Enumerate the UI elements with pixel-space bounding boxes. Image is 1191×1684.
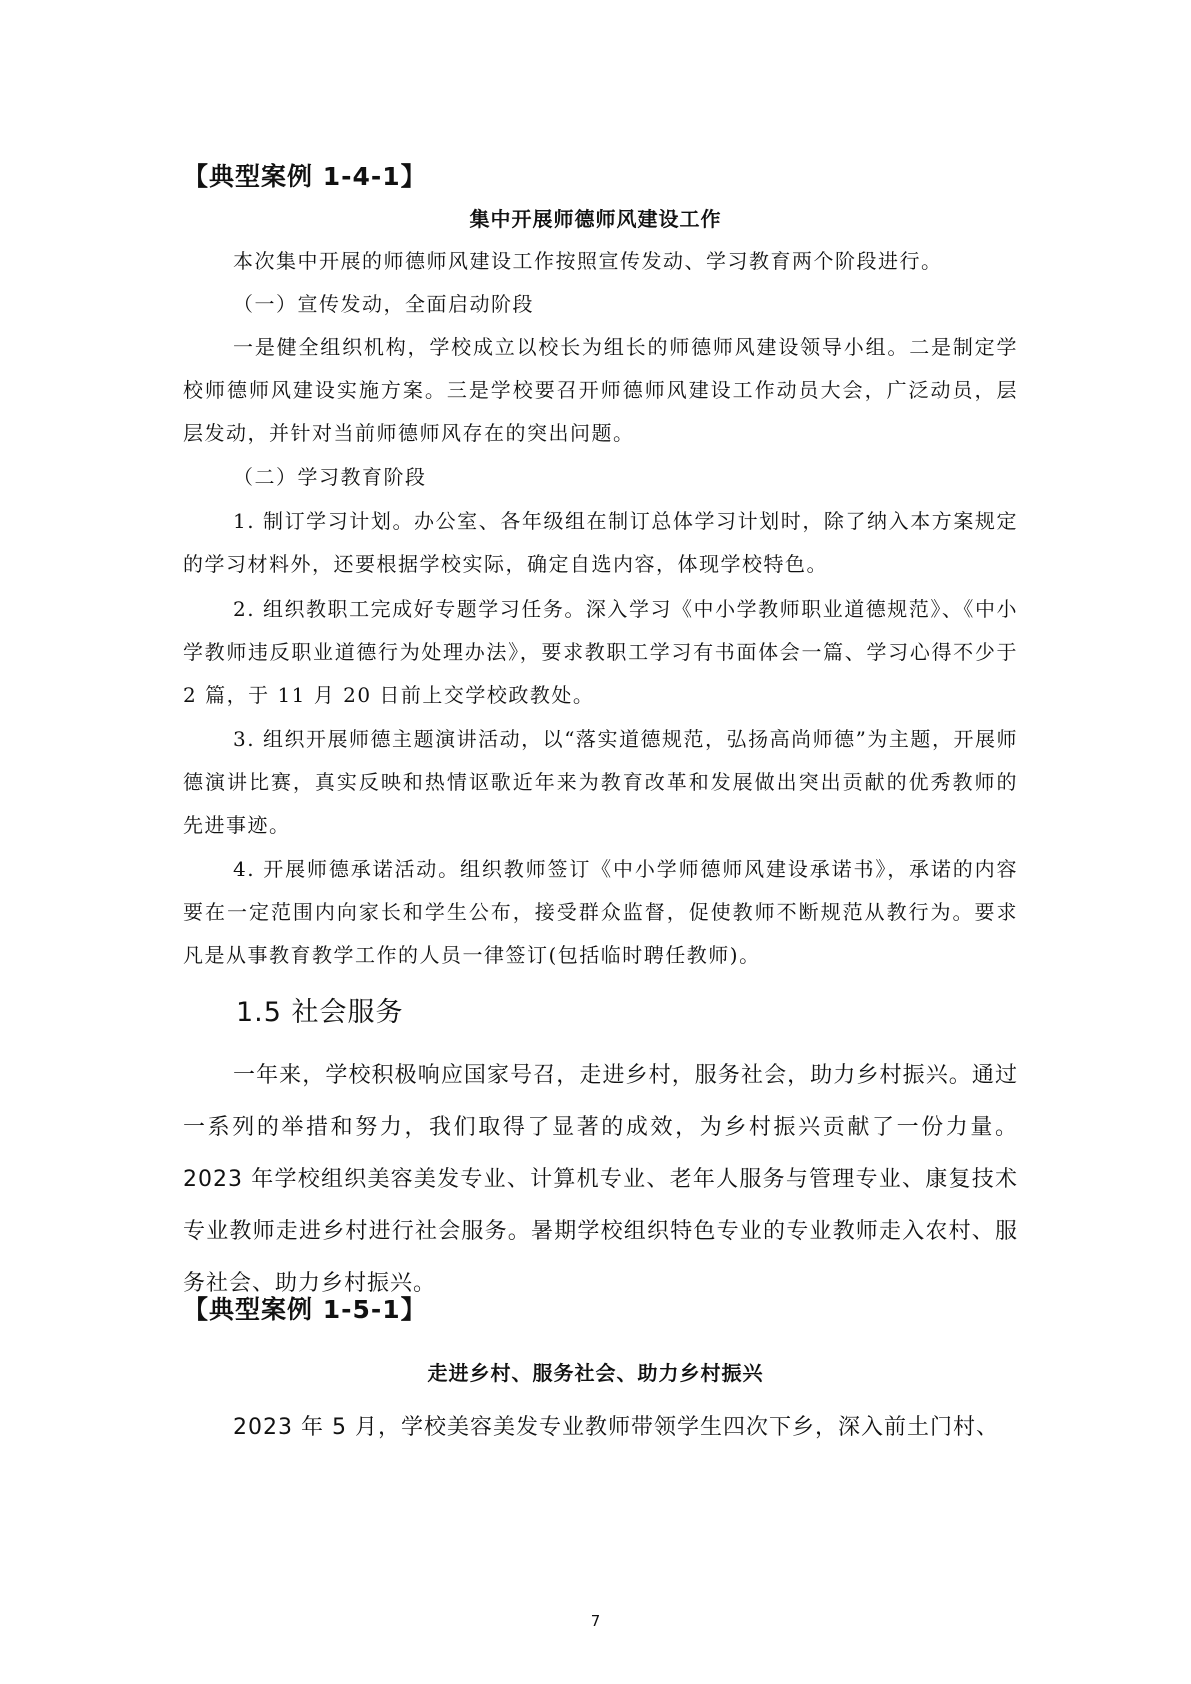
case-label: 【典型案例 1-4-1】 (183, 162, 427, 191)
case-label: 【典型案例 1-5-1】 (183, 1295, 427, 1324)
case-title: 走进乡村、服务社会、助力乡村振兴 (427, 1361, 764, 1385)
list-item: 2. 组织教职工完成好专题学习任务。深入学习《中小学教师职业道德规范》、《中小学教师违反职业道德行为处理办法》，要求教职工学习有书面体会一篇、学习心得不少于 2 篇，于 11 月 20 日前上交学校政教处。 (183, 597, 1018, 707)
stage-1-paragraph: 一是健全组织机构，学校成立以校长为组长的师德师风建设领导小组。二是制定学校师德师风建设实施方案。三是学校要召开师德师风建设工作动员大会，广泛动员，层层发动，并针对当前师德师风存在的突出问题。 (183, 335, 1018, 445)
stage-1-heading: （一）宣传发动，全面启动阶段 (233, 292, 534, 316)
case-paragraph: 2023 年 5 月，学校美容美发专业教师带领学生四次下乡，深入前土门村、 (233, 1415, 999, 1440)
section-heading: 1.5 社会服务 (236, 997, 404, 1028)
list-item: 1. 制订学习计划。办公室、各年级组在制订总体学习计划时，除了纳入本方案规定的学习材料外，还要根据学校实际，确定自选内容，体现学校特色。 (183, 509, 1018, 576)
list-item: 3. 组织开展师德主题演讲活动，以“落实道德规范，弘扬高尚师德”为主题，开展师德演讲比赛，真实反映和热情讴歌近年来为教育改革和发展做出突出贡献的优秀教师的先进事迹。 (183, 727, 1018, 837)
list-item: 4. 开展师德承诺活动。组织教师签订《中小学师德师风建设承诺书》，承诺的内容要在一定范围内向家长和学生公布，接受群众监督，促使教师不断规范从教行为。要求凡是从事教育教学工作的人员一律签订(包括临时聘任教师)。 (183, 857, 1018, 967)
page-number: 7 (590, 1612, 601, 1630)
case-title: 集中开展师德师风建设工作 (469, 207, 722, 231)
stage-2-heading: （二）学习教育阶段 (233, 465, 427, 489)
section-paragraph: 一年来，学校积极响应国家号召，走进乡村，服务社会，助力乡村振兴。通过一系列的举措和努力，我们取得了显著的成效，为乡村振兴贡献了一份力量。2023 年学校组织美容美发专业、计算机专业、老年人服务与管理专业、康复技术专业教师走进乡村进行社会服务。暑期学校组织特色专业的专业教师走入农村、服务社会、助力乡村振兴。 (183, 1063, 1018, 1296)
case-intro-paragraph: 本次集中开展的师德师风建设工作按照宣传发动、学习教育两个阶段进行。 (233, 249, 943, 273)
